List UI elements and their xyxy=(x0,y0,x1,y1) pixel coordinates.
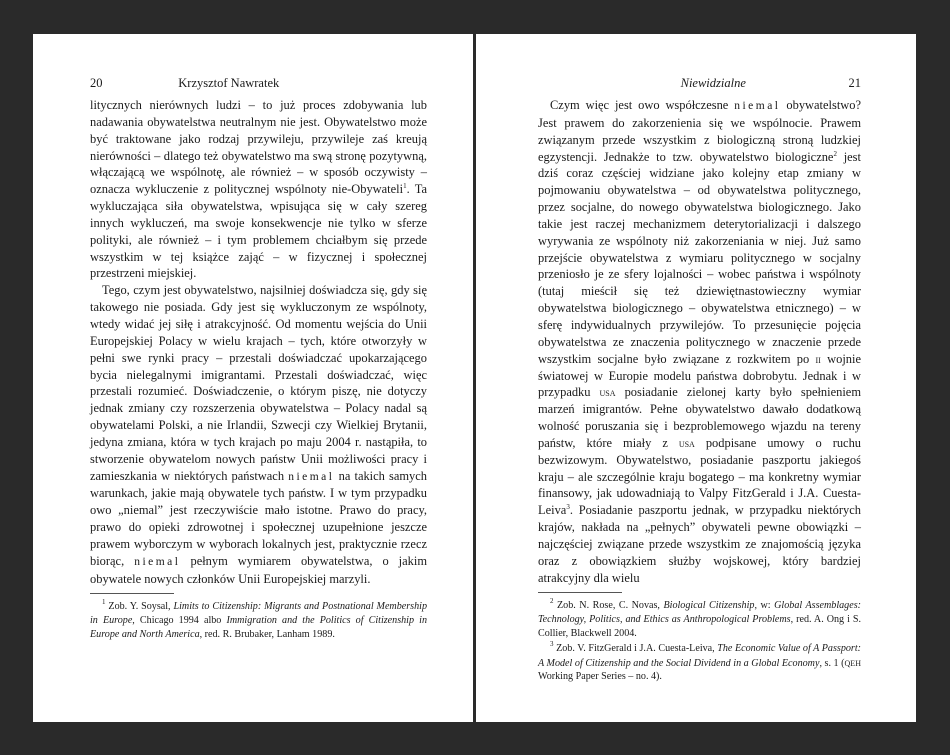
footnote-divider xyxy=(90,593,174,594)
right-body-text xyxy=(538,97,861,586)
footnote-2: $^2$ Zob. N. Rose, C. Novas, Biological Citizenship, w: Global Assemblages: Technology, Politics, and Ethics as Anthropological Problems, red. A. Ong i S. Collier, Blackwell 2004. xyxy=(538,597,861,639)
footnote-ref-3: 3 xyxy=(566,503,570,512)
spaced-word-niemal: niemal xyxy=(134,555,181,568)
left-paragraph-2: Tego, czym jest obywatelstwo, najsilniej doświadcza się, gdy się takowego nie posiada. Gdy jest się wykluczonym ze wspólnoty, wtedy widać jej siłę i atrakcyjność. Od momentu wejścia do Unii Europejskiej Polacy w wielu krajach – tych, które otworzyły w pełni swe rynki pracy – przestali doświadczać upokarzającego bycia nielegalnymi imigrantami. Przestali doświadczać, więc przestali rozumieć. Doświadczenie, o którym piszę, nie dotyczy jednak zmiany czy rozszerzenia obywatelstwa – Polacy nadal są obywatelami Polski, a nie Irlandii, Szwecji czy Wielkiej Brytanii, jedyna zmiana, która w tych krajach po maju 2004 r. nastąpiła, to stworzenie obywatelom nowych państw Unii możliwości pracy i zamieszkania w niektórych państwach niemal na takich samych warunkach, jakie mają obywatele tych państw. I w tym przypadku owo „niemal” jest rzeczywiście mało istotne. Prawo do pracy, prawo do opieki zdrowotnej i społecznej uzupełnione jeszcze prawem wyborczym w wyborach lokalnych jest, praktycznie rzecz biorąc, niemal pełnym wymiarem obywatelstwa, o jakim obywatele nowych członków Unii Europejskiej marzyli. xyxy=(90,283,428,586)
small-caps-usa: usa xyxy=(599,385,616,400)
footnote-divider xyxy=(538,592,622,593)
left-page-number: 20 xyxy=(90,76,103,90)
left-page xyxy=(33,34,473,722)
footnote-ref-1: 1 xyxy=(403,182,407,191)
spaced-word-niemal: niemal xyxy=(734,100,781,112)
footnote-1: $^1$ Zob. Y. Soysal, Limits to Citizenship: Migrants and Postnational Membership in Europe, Chicago 1994 albo Immigration and the Politics of Citizenship in Europe and North America, red. R. Brubaker, Lanham 1989. xyxy=(90,598,427,640)
small-caps-ii: ii xyxy=(815,351,821,366)
left-paragraph-1: litycznych nierównych ludzi – to już proces zdobywania lub nadawania obywatelstwa neutralnym nie jest. Obywatelstwo może być traktowane jako rodzaj przywileju, przywileje zaś kreują nierówności – dlatego też obywatelstwo ma swą stronę pozytywną, włączającą we wspólnotę, ale również – w sposób oczywisty – oznacza wykluczenie z politycznej wspólnoty nie-Obywateli$^1$. Ta wykluczająca siła obywatelstwa, wpisująca się w cały szereg innych wykluczeń, ma swoje konsekwencje nie tylko w sferze polityki, ale również – i tym problemem chciałbym się przede wszystkim w tej książce zająć – w fizycznej i społecznej przestrzeni miejskiej. xyxy=(90,98,427,281)
small-caps-usa: usa xyxy=(678,435,695,450)
left-running-head-title: Krzysztof Nawratek xyxy=(178,76,280,90)
spaced-word-niemal: niemal xyxy=(288,470,335,483)
footnote-3: $^3$ Zob. V. FitzGerald i J.A. Cuesta-Leiva, The Economic Value of A Passport: A Model of Citizenship and the Social Dividend in a Global Economy, s. 1 (qeh Working Paper Series – no. 4). xyxy=(538,640,862,683)
right-page-number: 21 xyxy=(848,76,861,90)
left-running-head xyxy=(90,76,427,92)
right-running-head-title: Niewidzialne xyxy=(680,76,746,90)
right-paragraph-1: Czym więc jest owo współczesne niemal obywatelstwo? Jest prawem do zakorzenienia się we wspólnocie. Prawem związanym przede wszystkim z biologiczną stroną ludzkiej egzystencji. Jednakże to tzw. obywatelstwo biologiczne$^2$ jest dziś coraz częściej widziane jako kolejny etap zmiany w pojmowaniu obywatelstwa – od obywatelstwa politycznego, przez socjalne, do nowego obywatelstwa biologicznego. Jako takie jest raczej mechanizmem deterytorializacji i dalszego wyrywania ze wspólnoty niż zakorzeniania w niej. Już samo przejście obywatelstwa z wymiaru politycznego w socjalny przeniosło je ze sfery lojalności – wobec państwa i wspólnoty (tutaj mieścił się też dziewiętnastowieczny wymiar obywatelstwa biologicznego – obywatelstwa etnicznego) – w sferę indywidualnych przywilejów. To przesunięcie pojęcia obywatelstwa ze znaczenia politycznego w znaczenie przede wszystkim socjalne było związane z rozkwitem po ii wojnie światowej w Europie modelu państwa dobrobytu. Jednak i w przypadku usa posiadanie zielonej karty było spełnieniem marzeń imigrantów. Pełne obywatelstwo dawało dodatkową wolność poruszania się i bezproblemowego wjazdu na tereny państw, które miały z usa podpisane umowy o ruchu bezwizowym. Obywatelstwo, posiadanie paszportu jakiegoś kraju – ale szczególnie kraju bogatego – ma konkretny wymiar finansowy, jak udowadniają to Valpy FitzGerald i J.A. Cuesta-Leiva$^3$. Posiadanie paszportu jednak, w przypadku niektórych krajów, nakłada na „pełnych” obywateli pewne obowiązki – najczęściej związane przede wszystkim ze znajomością języka oraz z obowiązkiem służby wojskowej, który bardziej atrakcyjny dla wielu xyxy=(538,98,862,585)
left-footnotes xyxy=(90,600,427,641)
left-body-text xyxy=(90,97,427,587)
right-footnotes xyxy=(538,599,861,684)
right-running-head xyxy=(538,76,861,92)
footnote-ref-2: 2 xyxy=(833,149,837,158)
right-page xyxy=(476,34,916,722)
